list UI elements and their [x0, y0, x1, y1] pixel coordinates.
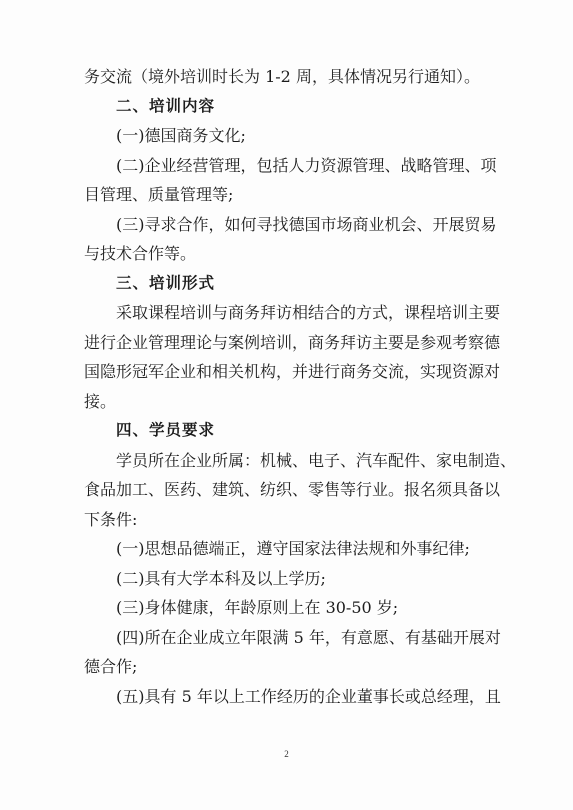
paragraph-line: 食品加工、医药、建筑、纺织、零售等行业。报名须具备以 — [84, 480, 501, 499]
list-item: (三)身体健康，年龄原则上在 30-50 岁; — [116, 598, 399, 617]
section-heading-training-format: 三、培训形式 — [116, 273, 216, 292]
paragraph-line: 学员所在企业所属：机械、电子、汽车配件、家电制造、 — [116, 450, 517, 470]
paragraph-line: 务交流（境外培训时长为 1-2 周，具体情况另行通知）。 — [84, 67, 480, 86]
list-item-continuation: 德合作; — [84, 657, 138, 676]
document-body — [84, 62, 517, 711]
section-heading-training-content: 二、培训内容 — [116, 96, 216, 115]
list-item: (三)寻求合作，如何寻找德国市场商业机会、开展贸易 — [116, 214, 497, 234]
paragraph-line: 采取课程培训与商务拜访相结合的方式，课程培训主要 — [116, 303, 501, 322]
list-item: (一)思想品德端正，遵守国家法律法规和外事纪律; — [116, 539, 470, 558]
list-item-continuation: 目管理、质量管理等; — [84, 185, 234, 204]
page-number: 2 — [284, 749, 289, 759]
list-item: (二)企业经营管理，包括人力资源管理、战略管理、项 — [116, 155, 497, 175]
paragraph-line: 下条件: — [84, 509, 138, 529]
list-item: (二)具有大学本科及以上学历; — [116, 568, 326, 588]
section-heading-trainee-requirements: 四、学员要求 — [116, 421, 216, 439]
paragraph-line: 进行企业管理理论与案例培训，商务拜访主要是参观考察德 — [84, 332, 501, 352]
list-item: (四)所在企业成立年限满 5 年，有意愿、有基础开展对 — [116, 627, 501, 647]
list-item: (一)德国商务文化; — [116, 126, 246, 145]
paragraph-line: 国隐形冠军企业和相关机构，并进行商务交流，实现资源对 — [84, 362, 501, 381]
list-item: (五)具有 5 年以上工作经历的企业董事长或总经理，且 — [116, 686, 501, 706]
paragraph-line: 接。 — [84, 391, 117, 411]
list-item-continuation: 与技术合作等。 — [84, 244, 197, 263]
